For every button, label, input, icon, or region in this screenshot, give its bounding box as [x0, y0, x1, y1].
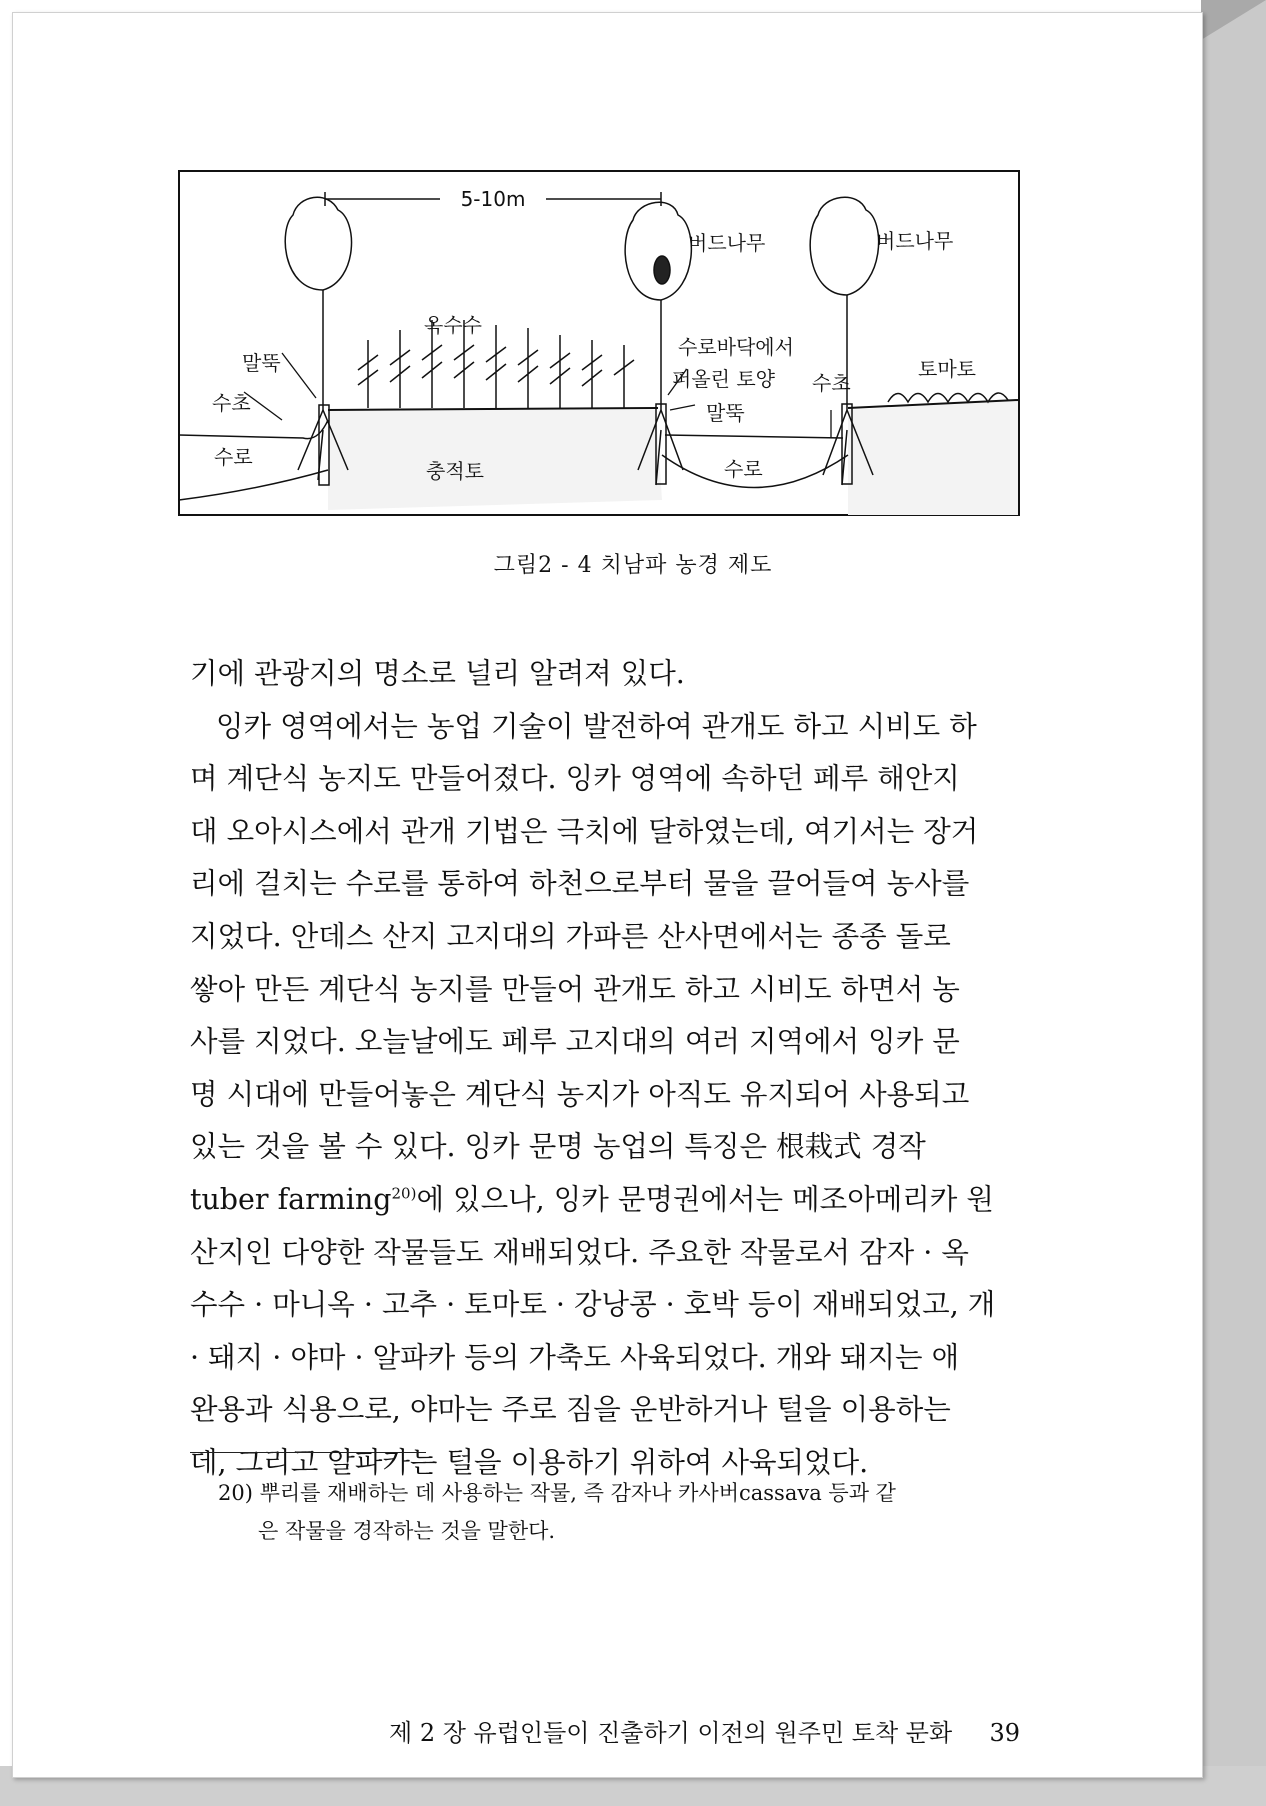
canal-mid-label: 수로: [724, 457, 763, 481]
body-line: 완용과 식용으로, 야마는 주로 짐을 운반하거나 털을 이용하는: [190, 1393, 951, 1427]
tomato-label: 토마토: [918, 357, 976, 381]
sediment-block-left: [328, 410, 662, 510]
footnote: [218, 1474, 1020, 1550]
water-plant-right-label: 수초: [812, 371, 851, 395]
dredged-soil-label-2: 퍼올린 토양: [672, 367, 775, 391]
running-title: 제 2 장 유럽인들이 진출하기 이전의 원주민 토착 문화: [389, 1719, 953, 1747]
body-line: 기에 관광지의 명소로 널리 알려져 있다.: [190, 657, 685, 690]
footnote-line-2: 은 작물을 경작하는 것을 말한다.: [258, 1519, 556, 1543]
stake-mid-label: 말뚝: [706, 401, 745, 425]
birch-left-label: 버드나무: [688, 231, 766, 255]
body-line: 산지인 다양한 작물들도 재배되었다. 주요한 작물로서 감자 · 옥: [190, 1235, 969, 1269]
birch-right-label: 버드나무: [876, 229, 954, 253]
running-footer: [360, 1713, 1020, 1748]
body-line: 잉카 영역에서는 농업 기술이 발전하여 관개도 하고 시비도 하: [216, 709, 977, 743]
page-number: 39: [989, 1719, 1020, 1747]
body-line: 리에 걸치는 수로를 통하여 하천으로부터 물을 끌어들여 농사를: [190, 867, 970, 901]
body-line: · 돼지 · 야마 · 알파카 등의 가축도 사육되었다. 개와 돼지는 애: [190, 1340, 960, 1374]
body-line: 있는 것을 볼 수 있다. 잉카 문명 농업의 특징은 根栽式 경작: [190, 1130, 926, 1164]
canal-left-label: 수로: [214, 445, 253, 469]
body-text: [190, 648, 1020, 1490]
stake-left-label: 말뚝: [242, 351, 281, 375]
book-edge-shade: [1201, 0, 1266, 40]
body-line: 며 계단식 농지도 만들어졌다. 잉카 영역에 속하던 페루 해안지: [190, 762, 960, 796]
sediment-block-right: [848, 400, 1018, 515]
dredged-soil-label-1: 수로바닥에서: [678, 335, 794, 359]
body-line: 데, 그리고 알파카는 털을 이용하기 위하여 사육되었다.: [190, 1445, 869, 1479]
body-line-tuber: tuber farming$^{20)}$에 있으나, 잉카 문명권에서는 메조아메리카 원: [190, 1182, 994, 1216]
figure-caption: 그림2 - 4 치남파 농경 제도: [493, 553, 773, 578]
body-line: 명 시대에 만들어놓은 계단식 농지가 아직도 유지되어 사용되고: [190, 1077, 970, 1111]
body-line: 대 오아시스에서 관개 기법은 극치에 달하였는데, 여기서는 장거: [190, 814, 979, 848]
chinampa-figure: [178, 170, 1020, 516]
water-plant-left-label: 수초: [212, 391, 251, 415]
footnote-rule: [190, 1452, 426, 1453]
body-line: 쌓아 만든 계단식 농지를 만들어 관개도 하고 시비도 하면서 농: [190, 972, 960, 1006]
body-line: 사를 지었다. 오늘날에도 페루 고지대의 여러 지역에서 잉카 문: [190, 1025, 960, 1059]
corn-label: 옥수수: [424, 313, 482, 337]
body-line: 지었다. 안데스 산지 고지대의 가파른 산사면에서는 종종 돌로: [190, 919, 951, 953]
book-edge-right: [1201, 0, 1266, 1806]
sediment-label: 충적토: [426, 459, 484, 483]
footnote-line-1: 20) 뿌리를 재배하는 데 사용하는 작물, 즉 감자나 카사버cassava 등과 같: [218, 1481, 896, 1505]
footnote-marker: 20): [391, 1184, 417, 1203]
body-line: 수수 · 마니옥 · 고추 · 토마토 · 강낭콩 · 호박 등이 재배되었고, 개: [190, 1288, 996, 1322]
dimension-label: 5-10m: [460, 187, 526, 211]
